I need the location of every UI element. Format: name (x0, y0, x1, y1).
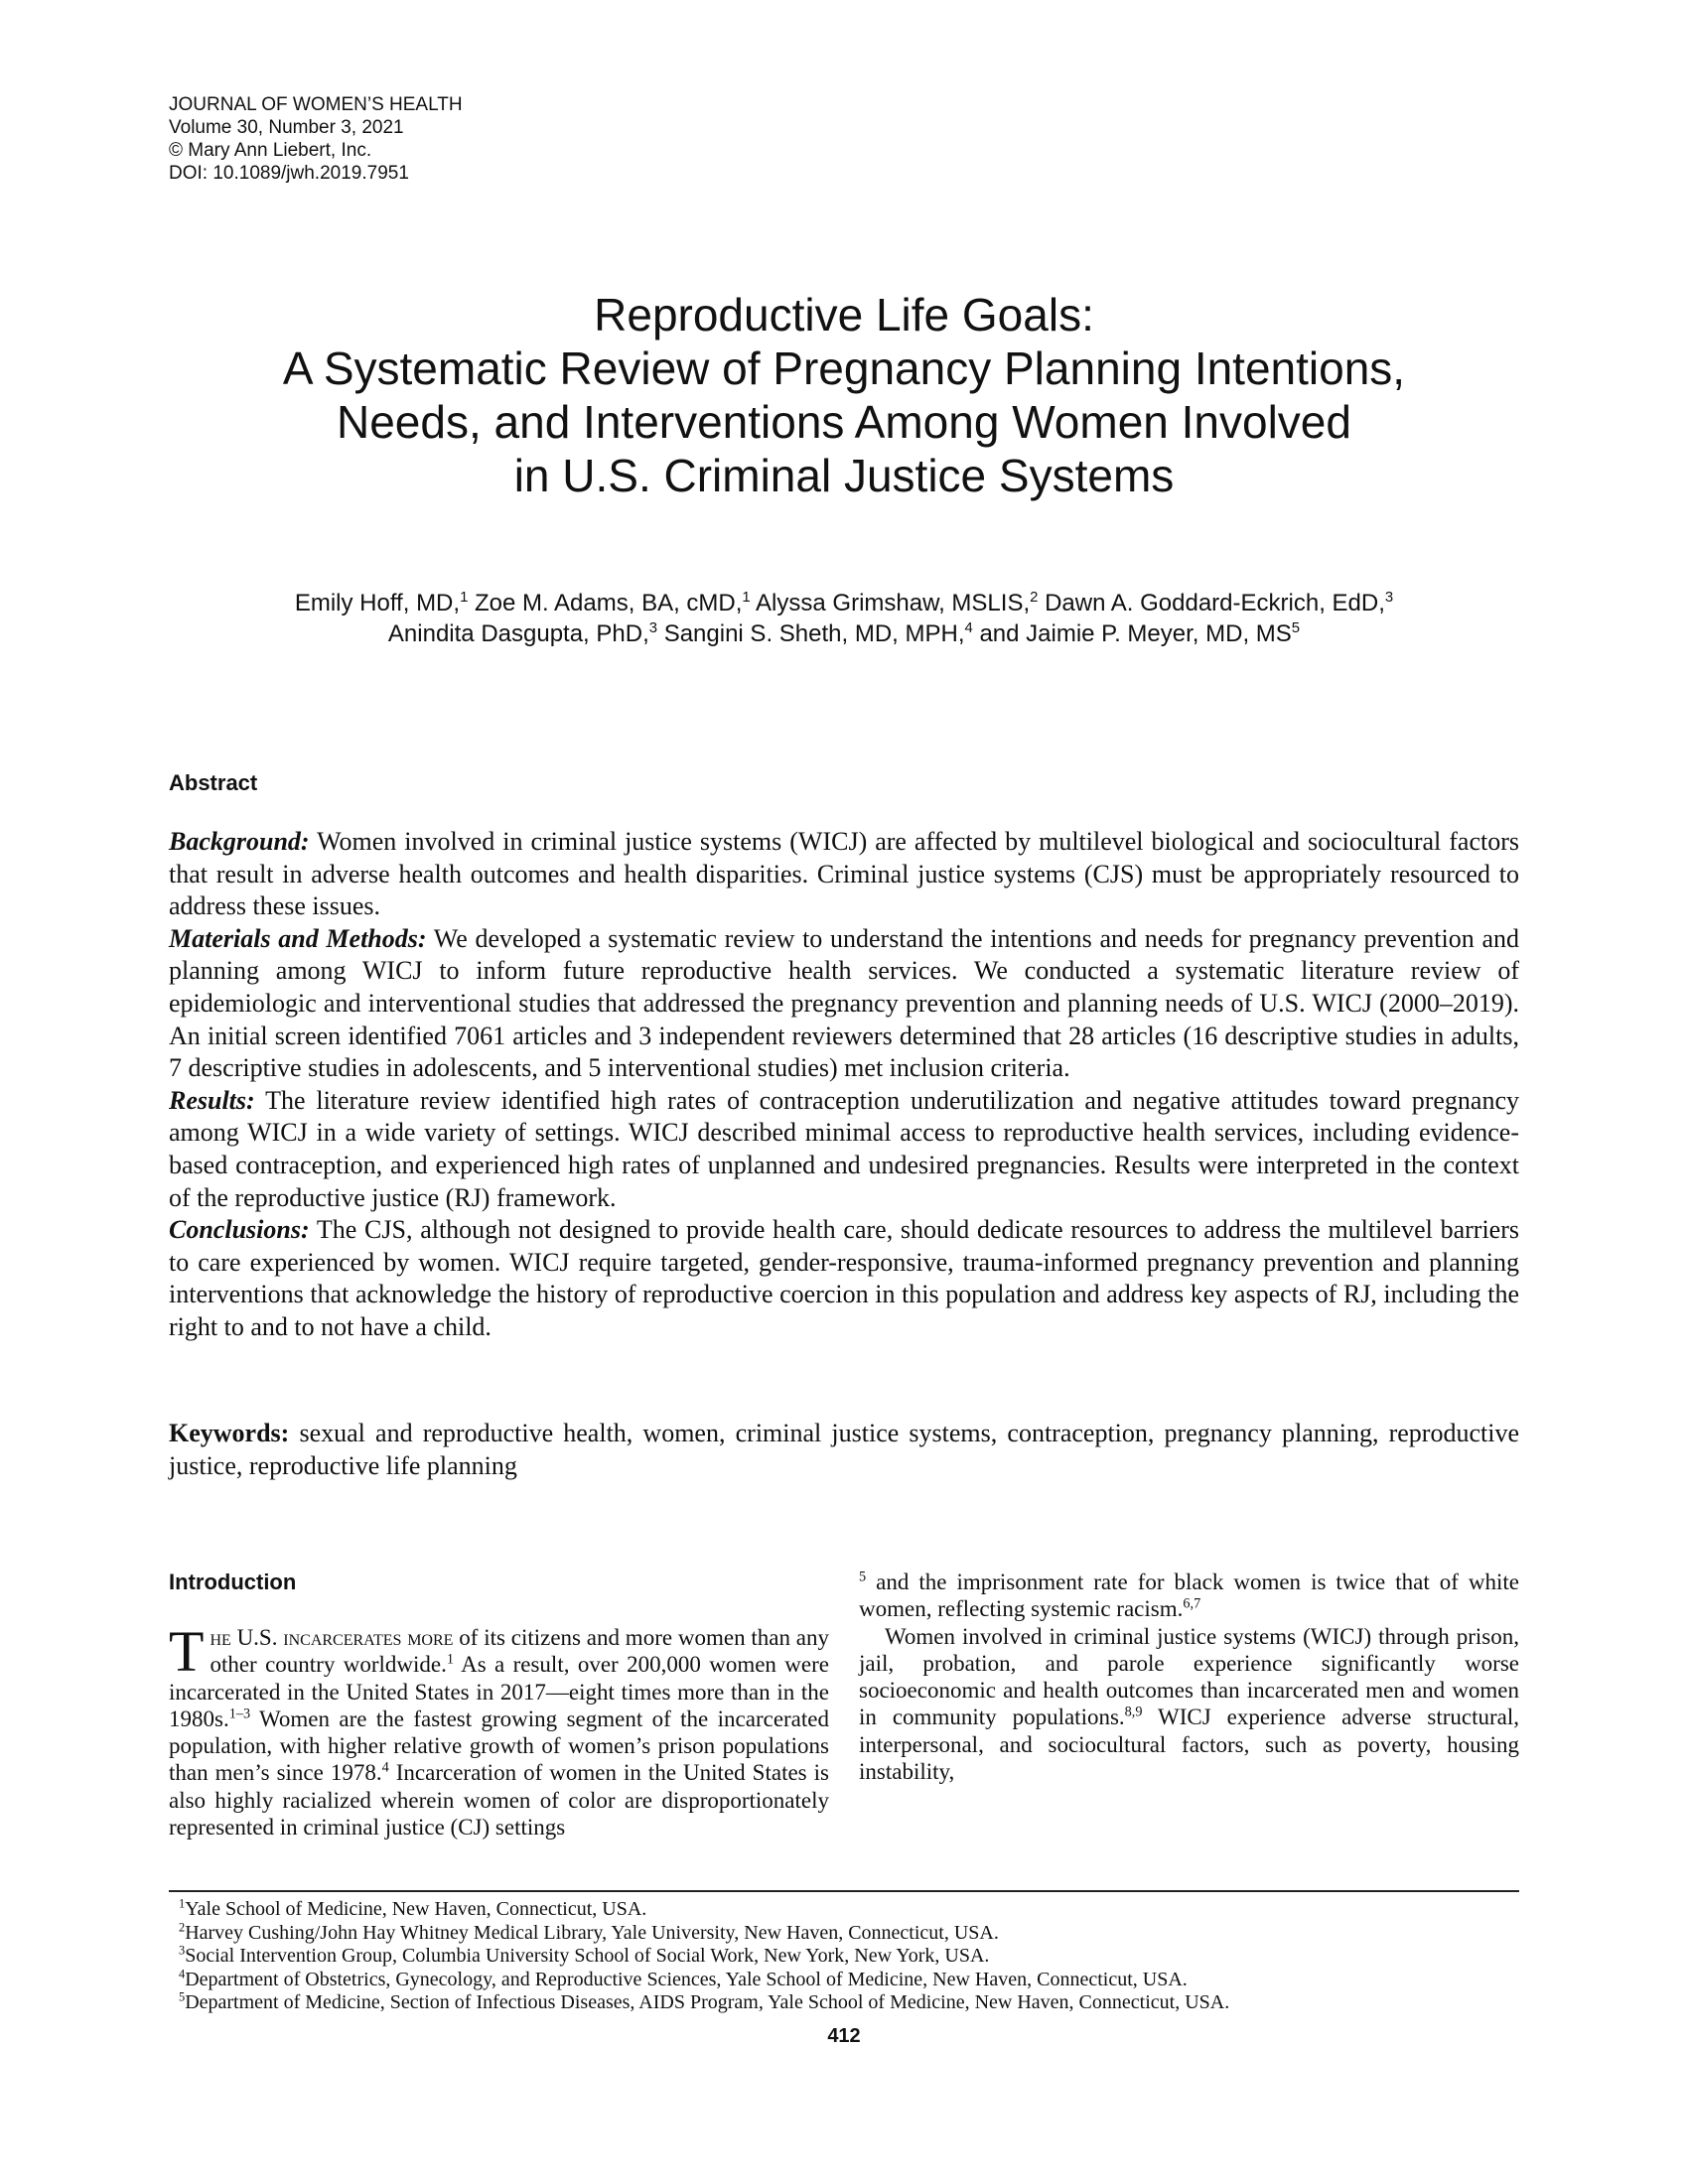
affiliation-marker: 3 (1384, 590, 1394, 606)
author-line (149, 588, 1539, 618)
intro-lead-in: he U.S. incarcerates more (210, 1625, 454, 1650)
author-name: Emily Hoff, MD, (294, 590, 461, 616)
body-text: of its citizens and more women than any other country worldwide. (210, 1625, 829, 1678)
footnote-marker: 2 (179, 1919, 186, 1934)
journal-volume: Volume 30, Number 3, 2021 (169, 117, 404, 138)
affiliation-marker: 4 (964, 620, 973, 636)
journal-name: JOURNAL OF WOMEN’S HEALTH (169, 94, 463, 115)
citation-ref[interactable]: 1–3 (228, 1706, 251, 1722)
author-list (149, 588, 1539, 649)
abstract-background (169, 826, 1519, 923)
title-line: in U.S. Criminal Justice Systems (513, 450, 1175, 501)
abstract-methods (169, 923, 1519, 1085)
author-name: Anindita Dasgupta, PhD, (387, 620, 649, 647)
footnote (179, 1945, 1229, 1969)
title-line: Needs, and Interventions Among Women Involved (337, 396, 1351, 448)
footnote-text: Yale School of Medicine, New Haven, Connecticut, USA. (185, 1898, 647, 1920)
abstract-results (169, 1085, 1519, 1214)
abstract-label: Conclusions: (169, 1215, 310, 1245)
intro-paragraph-continued (859, 1569, 1519, 1623)
affiliation-marker: 5 (1291, 620, 1301, 636)
abstract-text: The literature review identified high rates of contraception underutilization and negative attitudes toward pregnancy among WICJ in a wide variety of settings. WICJ described minimal access to reproductive health services, including evidence-based contraception, and experienced high rates of unplanned and undesired pregnancies. Results were interpreted in the context of the reproductive justice (RJ) framework. (169, 1085, 1519, 1212)
footnote-text: Department of Medicine, Section of Infectious Diseases, AIDS Program, Yale School of Medicine, New Haven, Connecticut, USA. (185, 1991, 1230, 2013)
affiliation-marker: 1 (742, 590, 751, 606)
introduction-heading: Introduction (169, 1570, 297, 1594)
citation-ref[interactable]: 6,7 (1183, 1595, 1201, 1612)
text-column-right (859, 1569, 1519, 1785)
abstract-label: Materials and Methods: (169, 923, 427, 953)
title-line: Reproductive Life Goals: (594, 289, 1094, 341)
footnote (179, 1898, 1229, 1922)
abstract-label: Results: (169, 1085, 255, 1115)
body-text: Incarceration of women in the United States is also highly racialized wherein women of color are disproportionately represented in criminal justice (CJ) settings (169, 1760, 829, 1841)
abstract-heading: Abstract (169, 770, 258, 795)
author-name: Sangini S. Sheth, MD, MPH, (657, 620, 965, 647)
affiliation-footnotes (179, 1898, 1229, 2015)
intro-paragraph (859, 1623, 1519, 1786)
body-text: Women involved in criminal justice systems (WICJ) through prison, jail, probation, and parole experience significantly worse socioeconomic and health outcomes than incarcerated men and women in community populations. (859, 1623, 1519, 1730)
author-name: Alyssa Grimshaw, MSLIS, (750, 590, 1031, 616)
keywords-text: sexual and reproductive health, women, criminal justice systems, contraception, pregnancy planning, reproductive justice, reproductive life planning (169, 1419, 1519, 1480)
body-text: WICJ experience adverse structural, interpersonal, and sociocultural factors, such as poverty, housing instability, (859, 1705, 1519, 1785)
citation-ref[interactable]: 4 (381, 1759, 389, 1776)
affiliation-marker: 3 (648, 620, 658, 636)
intro-paragraph (169, 1619, 829, 1841)
footnote-marker: 5 (179, 1989, 186, 2004)
text-column-left (169, 1619, 829, 1841)
abstract-label: Background: (169, 827, 310, 856)
citation-ref[interactable]: 8,9 (1124, 1704, 1143, 1720)
footnote (179, 1991, 1229, 2015)
body-text: Women are the fastest growing segment of the incarcerated population, with higher relative growth of women’s prison populations than men’s since 1978. (169, 1706, 829, 1786)
abstract-text: We developed a systematic review to understand the intentions and needs for pregnancy prevention and planning among WICJ to inform future reproductive health services. We conducted a systematic literature review of epidemiologic and interventional studies that addressed the pregnancy prevention and planning needs of U.S. WICJ (2000–2019). An initial screen identified 7061 articles and 3 independent reviewers determined that 28 articles (16 descriptive studies in adults, 7 descriptive studies in adolescents, and 5 interventional studies) met inclusion criteria. (169, 923, 1519, 1083)
citation-ref[interactable]: 5 (859, 1569, 867, 1585)
keywords (169, 1417, 1519, 1482)
abstract-conclusions (169, 1214, 1519, 1343)
keywords-label: Keywords: (169, 1419, 290, 1447)
citation-ref[interactable]: 1 (446, 1651, 454, 1668)
footnote-marker: 1 (179, 1896, 186, 1911)
journal-header (169, 93, 463, 185)
journal-doi[interactable]: DOI: 10.1089/jwh.2019.7951 (169, 163, 409, 184)
author-name: and Jaimie P. Meyer, MD, MS (972, 620, 1292, 647)
footnote-text: Harvey Cushing/John Hay Whitney Medical Library, Yale University, New Haven, Connecticut, USA. (185, 1921, 999, 1944)
abstract-text: The CJS, although not designed to provide health care, should dedicate resources to address the multilevel barriers to care experienced by women. WICJ require targeted, gender-responsive, trauma-informed pregnancy prevention and planning interventions that acknowledge the history of reproductive coercion in this population and address key aspects of RJ, including the right to and to not have a child. (169, 1215, 1519, 1341)
footnote (179, 1919, 1229, 1946)
journal-copyright: © Mary Ann Liebert, Inc. (169, 140, 372, 161)
drop-cap: T (169, 1619, 205, 1684)
footnote-marker: 3 (179, 1943, 186, 1958)
affiliation-marker: 2 (1030, 590, 1039, 606)
footnote-text: Department of Obstetrics, Gynecology, and Reproductive Sciences, Yale School of Medicine, New Haven, Connecticut, USA. (185, 1968, 1188, 1990)
author-line (149, 618, 1539, 649)
abstract-body (169, 826, 1519, 1344)
body-text: and the imprisonment rate for black women is twice that of white women, reflecting systemic racism. (859, 1570, 1519, 1622)
title-line: A Systematic Review of Pregnancy Planning Intentions, (282, 342, 1406, 394)
affiliation-marker: 1 (460, 590, 469, 606)
abstract-text: Women involved in criminal justice systems (WICJ) are affected by multilevel biological and sociocultural factors that result in adverse health outcomes and health disparities. Criminal justice systems (CJS) must be appropriately resourced to address these issues. (169, 827, 1519, 921)
footnote (179, 1966, 1229, 1992)
footnote-text: Social Intervention Group, Columbia University School of Social Work, New York, New York, USA. (185, 1945, 990, 1967)
footnote-marker: 4 (179, 1966, 186, 1980)
footnote-divider (169, 1890, 1519, 1892)
page-number: 412 (827, 2025, 861, 2047)
author-name: Dawn A. Goddard-Eckrich, EdD, (1038, 590, 1385, 616)
body-text: As a result, over 200,000 women were incarcerated in the United States in 2017—eight times more than in the 1980s. (169, 1652, 829, 1731)
author-name: Zoe M. Adams, BA, cMD, (468, 590, 743, 616)
article-title (149, 288, 1539, 502)
